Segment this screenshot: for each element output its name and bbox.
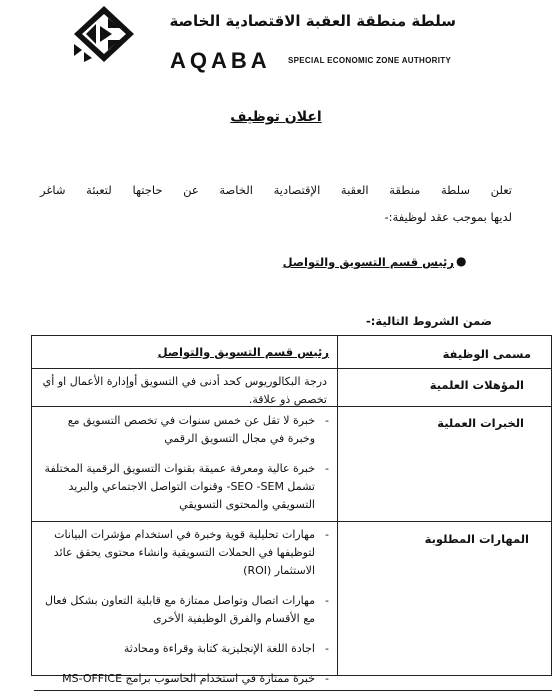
intro-line-1: تعلن سلطة منطقة العقبة الإقتصادية الخاصة عن حاجتها لتعبئة شاغر (40, 183, 512, 197)
org-name-english: SPECIAL ECONOMIC ZONE AUTHORITY (288, 56, 452, 65)
skills-list (39, 526, 329, 700)
qualifications-label: المؤهلات العلمية (429, 378, 524, 392)
list-item: - خبرة عالية ومعرفة عميقة بقنوات التسويق الرقمية المختلفة تشمل SEO -SEM- وقنوات التواصل الاجتماعي والبريد التسويقي والمحتوى التسويقي (39, 460, 329, 514)
intro-line-2: لديها بموجب عقد لوظيفة:- (384, 210, 512, 224)
aseza-logo-icon (72, 4, 136, 64)
table-row-divider (32, 368, 551, 369)
qualifications-value: درجة البكالوريوس كحد أدنى في التسويق أوإدارة الأعمال او أي تخصص ذو علاقة. (42, 375, 327, 406)
header-value: رئيس قسم التسويق والتواصل (157, 345, 329, 359)
page-title (0, 109, 552, 125)
experience-list (39, 412, 329, 526)
experience-label: الخبرات العملية (437, 416, 524, 430)
bottom-divider (34, 690, 552, 691)
brand-wordmark: AQABA (170, 48, 271, 73)
conditions-intro: ضمن الشروط التالية:- (365, 314, 492, 328)
bullet-icon: ● (456, 254, 467, 268)
requirements-table (31, 335, 552, 685)
table-column-divider (337, 336, 338, 675)
header-label: مسمى الوظيفة (442, 347, 531, 361)
list-item: - اجادة اللغة الإنجليزية كتابة وقراءة ومحادثة (39, 640, 329, 658)
org-name-arabic: سلطة منطقة العقبة الاقتصادية الخاصة (169, 12, 456, 30)
list-item: - مهارات تحليلية قوية وخبرة في استخدام مؤشرات البيانات لتوظيفها في الحملات التسويقية وانشاء محتوى يحقق عائد الاستثمار (ROI) (39, 526, 329, 580)
list-item: - خبرة ممتازة في استخدام الحاسوب برامج MS-OFFICE (39, 670, 329, 688)
job-title-bullet: رئيس قسم التسويق والتواصل (282, 255, 454, 269)
list-item: - مهارات اتصال وتواصل ممتازة مع قابلية التعاون بشكل فعال مع الأقسام والفرق الوظيفية الأخرى (39, 592, 329, 628)
page-title-text: اعلان توظيف (230, 109, 322, 125)
list-item: - خبرة لا تقل عن خمس سنوات في تخصص التسويق مع وخبرة في مجال التسويق الرقمي (39, 412, 329, 448)
skills-label: المهارات المطلوبة (424, 532, 529, 546)
